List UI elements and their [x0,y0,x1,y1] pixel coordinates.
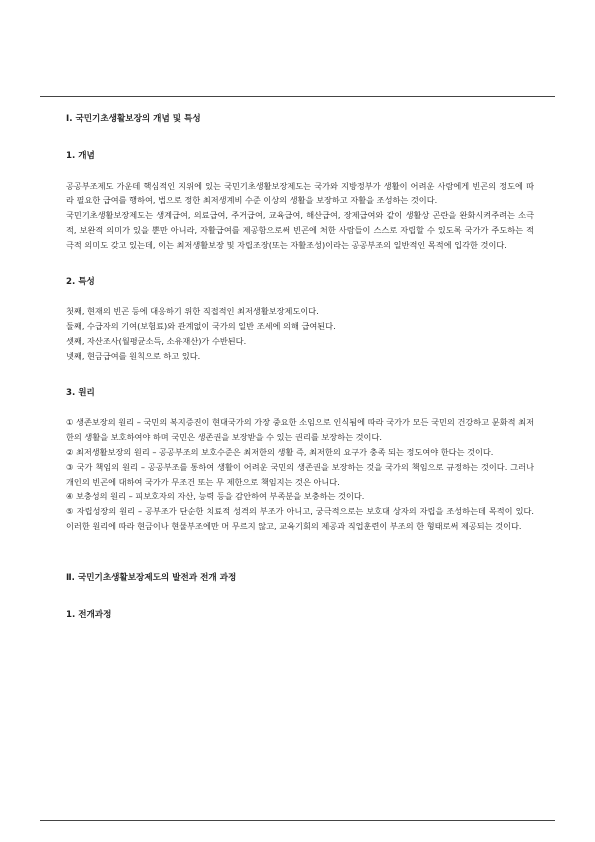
trait-item: 넷째, 현금급여를 원칙으로 하고 있다. [66,350,201,361]
top-rule [40,96,555,97]
document-page [40,0,555,842]
section-1-1-title: 1. 개념 [66,150,95,161]
section-2-1-title: 1. 전개과정 [66,609,112,620]
section-1-3-title: 3. 원리 [66,387,95,398]
section-1-2-title: 2. 특성 [66,276,95,287]
section-1-title: Ⅰ. 국민기초생활보장의 개념 및 특성 [66,114,201,124]
principle-item: ③ 국가 책임의 원리 – 공공부조를 통하여 생활이 어려운 국민의 생존권을 보장하는 것을 국가의 책임으로 규정하는 것이다. 그러나 개인의 빈곤에 대하여 국가가 무조건 또는 무 제한으로 책임지는 것은 아니다. [66,461,534,487]
principle-item: ② 최저생활보장의 원리 – 공공부조의 보호수준은 최저한의 생활 즉, 최저한의 요구가 충족 되는 정도여야 한다는 것이다. [66,446,494,457]
trait-item: 둘째, 수급자의 기여(보험료)와 관계없이 국가의 일반 조세에 의해 급여된다. [66,321,336,332]
section-2-title: Ⅱ. 국민기초생활보장제도의 발전과 전개 과정 [66,572,237,583]
concept-paragraph-1: 공공부조제도 가운데 핵심적인 지위에 있는 국민기초생활보장제도는 국가와 지방정부가 생활이 어려운 사람에게 빈곤의 정도에 따라 필요한 급여를 행하여, 법으로 정한 최저생계비 수준 이상의 생활을 보장하고 자활을 조성하는 것이다. [66,180,534,206]
principle-item: ① 생존보장의 원리 – 국민의 복지증진이 현대국가의 가장 중요한 소임으로 인식됨에 따라 국가가 모든 국민의 건강하고 문화적 최저한의 생활을 보호하여야 하며 국민은 생존권을 보장받을 수 있는 권리를 보장하는 것이다. [66,417,534,443]
principle-item: ⑤ 자립성장의 원리 – 공부조가 단순한 치료적 성격의 부조가 아니고, 궁극적으로는 보호대 상자의 자립을 조성하는데 목적이 있다. 이러한 원리에 따라 현금이나 현물부조에만 머 무르지 않고, 교육기회의 제공과 직업훈련이 부조의 한 형태로써 제공되는 것이다. [66,506,534,531]
concept-paragraph-2: 국민기초생활보장제도는 생계급여, 의료급여, 주거급여, 교육급여, 해산급여, 장제급여와 같이 생활상 곤란을 완화시켜주려는 소극적, 보완적 의미가 있을 뿐만 아니라, 자활급여를 제공함으로써 빈곤에 처한 사람들이 스스로 자립할 수 있도록 국가가 주도하는 적극적 의미도 갖고 있는데, 이는 최저생활보장 및 자립조장(또는 자활조성)이라는 공공부조의 일반적인 목적에 입각한 것이다. [66,210,534,250]
bottom-rule [40,820,555,821]
principle-item: ④ 보충성의 원리 – 피보호자의 자산, 능력 등을 감안하여 부족분을 보충하는 것이다. [66,491,365,502]
trait-item: 셋째, 자산조사(월평균소득, 소유재산)가 수반된다. [66,335,247,346]
trait-item: 첫째, 현재의 빈곤 등에 대응하기 위한 직접적인 최저생활보장제도이다. [66,306,319,317]
document-body [66,112,534,622]
